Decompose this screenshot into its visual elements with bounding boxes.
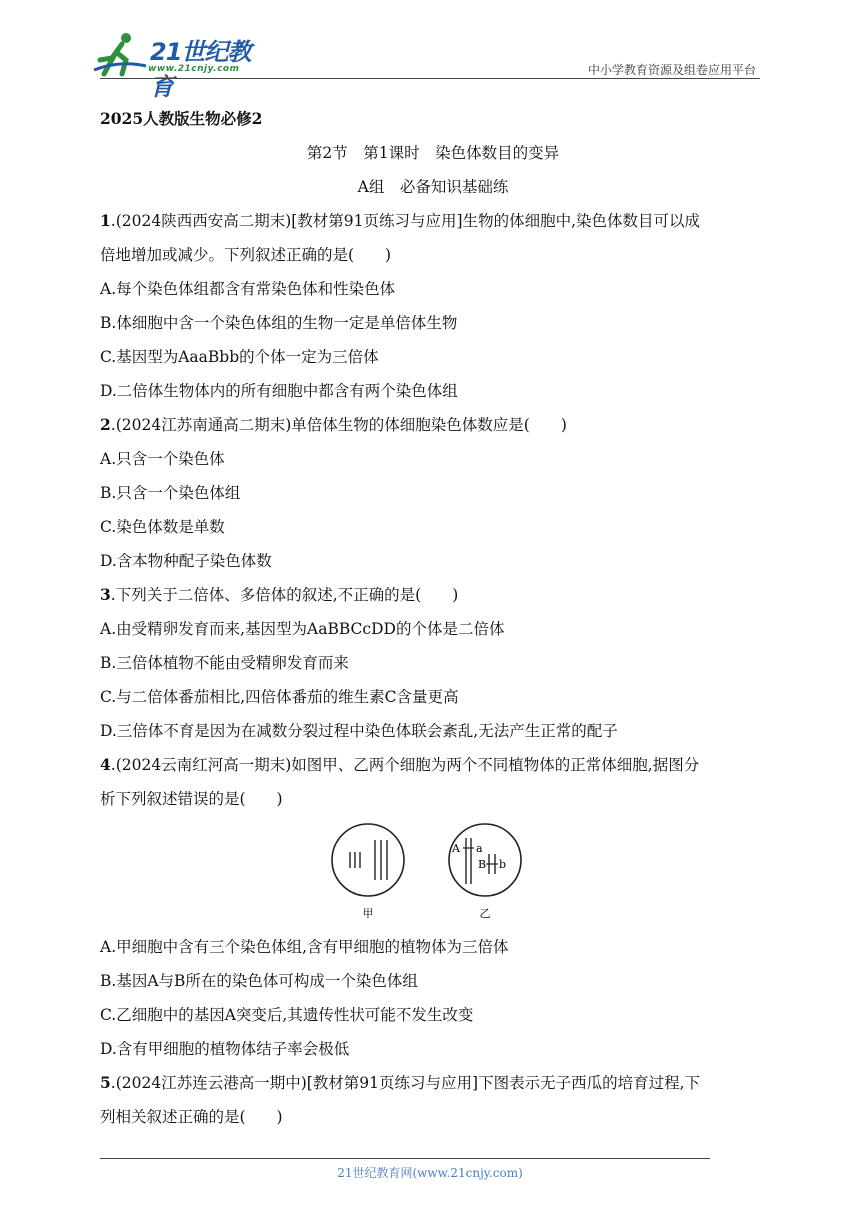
question-stem-cont: 析下列叙述错误的是( ) bbox=[100, 790, 283, 808]
cell-figure bbox=[100, 818, 766, 924]
option-d: D.含本物种配子染色体数 bbox=[100, 552, 272, 570]
logo-text: 21世纪教育 bbox=[150, 38, 251, 101]
gene-B-label: B bbox=[478, 858, 487, 871]
option-c: C.与二倍体番茄相比,四倍体番茄的维生素C含量更高 bbox=[100, 688, 459, 706]
question-5 bbox=[100, 1066, 766, 1134]
footer-divider bbox=[100, 1158, 710, 1159]
question-stem bbox=[100, 204, 766, 238]
group-title: A组 必备知识基础练 bbox=[357, 178, 509, 196]
logo-url: www.21cnjy.com bbox=[148, 64, 240, 74]
runner-logo-icon bbox=[92, 30, 148, 80]
option-a: A.甲细胞中含有三个染色体组,含有甲细胞的植物体为三倍体 bbox=[100, 938, 509, 956]
gene-a-label: a bbox=[476, 842, 483, 855]
book-title: 2025人教版生物必修2 bbox=[100, 109, 263, 128]
question-number: 1 bbox=[100, 211, 111, 230]
question-stem bbox=[100, 578, 766, 612]
section-title: 第2节 第1课时 染色体数目的变异 bbox=[306, 144, 560, 162]
option-d: D.三倍体不育是因为在减数分裂过程中染色体联会紊乱,无法产生正常的配子 bbox=[100, 722, 618, 740]
option-d: D.含有甲细胞的植物体结子率会极低 bbox=[100, 1040, 350, 1058]
cell-jia bbox=[332, 824, 404, 896]
question-number: 3 bbox=[100, 585, 111, 604]
question-3 bbox=[100, 578, 766, 748]
question-stem bbox=[100, 1066, 766, 1100]
option-b: B.体细胞中含一个染色体组的生物一定是单倍体生物 bbox=[100, 314, 458, 332]
label-jia: 甲 bbox=[362, 907, 374, 920]
question-stem-cont: 倍地增加或减少。下列叙述正确的是( ) bbox=[100, 246, 392, 264]
question-text: .(2024江苏南通高二期末)单倍体生物的体细胞染色体数应是( ) bbox=[110, 416, 567, 434]
question-stem-cont: 列相关叙述正确的是( ) bbox=[100, 1108, 283, 1126]
option-a: A.由受精卵发育而来,基因型为AaBBCcDD的个体是二倍体 bbox=[100, 620, 505, 638]
document-body bbox=[100, 102, 766, 1134]
question-text: .下列关于二倍体、多倍体的叙述,不正确的是( ) bbox=[110, 586, 459, 604]
question-number: 2 bbox=[100, 415, 111, 434]
page-header bbox=[0, 0, 860, 101]
question-2 bbox=[100, 408, 766, 578]
option-a: A.每个染色体组都含有常染色体和性染色体 bbox=[100, 280, 396, 298]
question-stem bbox=[100, 748, 766, 782]
question-text: .(2024陕西西安高二期末)[教材第91页练习与应用]生物的体细胞中,染色体数目可以成 bbox=[110, 212, 701, 230]
option-c: C.乙细胞中的基因A突变后,其遗传性状可能不发生改变 bbox=[100, 1006, 474, 1024]
question-1 bbox=[100, 204, 766, 408]
label-yi: 乙 bbox=[479, 907, 491, 920]
option-c: C.染色体数是单数 bbox=[100, 518, 225, 536]
cell-diagram bbox=[100, 818, 766, 924]
option-b: B.基因A与B所在的染色体可构成一个染色体组 bbox=[100, 972, 418, 990]
gene-A-label: A bbox=[452, 842, 460, 855]
question-4 bbox=[100, 748, 766, 1066]
option-a: A.只含一个染色体 bbox=[100, 450, 225, 468]
option-b: B.只含一个染色体组 bbox=[100, 484, 241, 502]
question-text: .(2024云南红河高一期末)如图甲、乙两个细胞为两个不同植物体的正常体细胞,据图分 bbox=[110, 756, 700, 774]
header-divider bbox=[100, 78, 760, 79]
question-number: 5 bbox=[100, 1073, 111, 1092]
option-d: D.二倍体生物体内的所有细胞中都含有两个染色体组 bbox=[100, 382, 458, 400]
option-b: B.三倍体植物不能由受精卵发育而来 bbox=[100, 654, 349, 672]
page-footer: 21世纪教育网(www.21cnjy.com) bbox=[337, 1166, 523, 1180]
gene-b-label: b bbox=[499, 858, 507, 871]
option-c: C.基因型为AaaBbb的个体一定为三倍体 bbox=[100, 348, 379, 366]
question-stem bbox=[100, 408, 766, 442]
header-platform-text: 中小学教育资源及组卷应用平台 bbox=[587, 63, 756, 77]
question-number: 4 bbox=[100, 755, 111, 774]
question-text: .(2024江苏连云港高一期中)[教材第91页练习与应用]下图表示无子西瓜的培育过程,下 bbox=[110, 1074, 701, 1092]
logo bbox=[92, 30, 262, 101]
